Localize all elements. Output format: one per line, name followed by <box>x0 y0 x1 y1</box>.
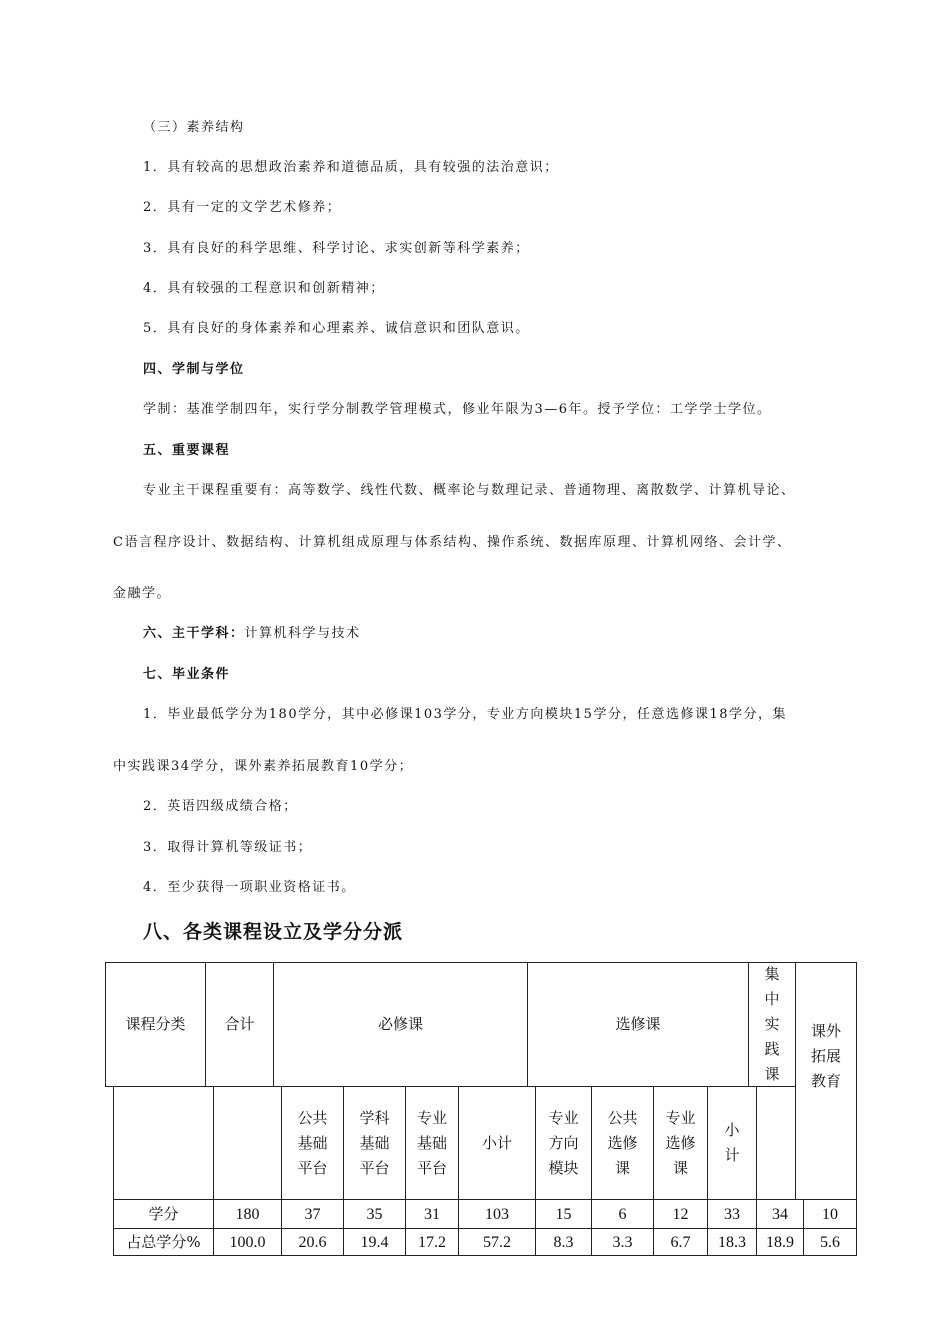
section-6 <box>143 625 361 643</box>
row-label: 学分 <box>113 1199 214 1229</box>
header-practice: 集中实践课 <box>748 962 796 1087</box>
cell-major-elective: 6.7 <box>653 1228 708 1256</box>
cell-total: 180 <box>213 1199 282 1229</box>
cell-elective-subtotal: 18.3 <box>707 1228 757 1256</box>
section-5-line-1: 专业主干课程重要有：高等数学、线性代数、概率论与数理记录、普通物理、离散数学、计算机导论、 <box>143 483 796 498</box>
cell-public-elective: 3.3 <box>591 1228 654 1256</box>
section-7-line-4: 3．取得计算机等级证书； <box>143 840 313 855</box>
cell-elective-subtotal: 33 <box>707 1199 757 1229</box>
sub-discipline-basic: 学科基础平台 <box>343 1086 406 1200</box>
section-7-line-5: 4．至少获得一项职业资格证书。 <box>143 880 356 895</box>
header-extra: 课外拓展教育 <box>795 962 857 1200</box>
cell-extra: 5.6 <box>803 1228 857 1256</box>
quality-item-3: 3．具有良好的科学思维、科学讨论、求实创新等科学素养； <box>143 241 530 256</box>
section-7-title: 七、毕业条件 <box>143 667 231 682</box>
cell-required-subtotal: 103 <box>458 1199 536 1229</box>
sub-major-direction: 专业方向模块 <box>535 1086 592 1200</box>
cell-practice: 18.9 <box>756 1228 804 1256</box>
header-category: 课程分类 <box>105 962 206 1087</box>
quality-item-4: 4．具有较强的工程意识和创新精神； <box>143 281 385 296</box>
section-6-title: 六、主干学科： <box>143 626 245 641</box>
sub-public-elective: 公共选修课 <box>591 1086 654 1200</box>
header-elective: 选修课 <box>527 962 749 1087</box>
header-total: 合计 <box>205 962 274 1087</box>
sub-major-basic: 专业基础平台 <box>405 1086 459 1200</box>
cell-major-direction: 15 <box>535 1199 592 1229</box>
cell-practice: 34 <box>756 1199 804 1229</box>
cell-public-basic: 20.6 <box>281 1228 344 1256</box>
section-7-line-1: 1．毕业最低学分为180学分，其中必修课103学分，专业方向模块15学分，任意选修课18学分，集 <box>143 707 787 722</box>
section-7-line-2: 中实践课34学分，课外素养拓展教育10学分； <box>113 759 414 774</box>
row-label: 占总学分% <box>113 1228 214 1256</box>
cell-major-basic: 17.2 <box>405 1228 459 1256</box>
section-4-title: 四、学制与学位 <box>143 362 245 377</box>
sub-elective-subtotal: 小计 <box>707 1086 757 1200</box>
sub-blank-practice <box>756 1086 796 1200</box>
sub-blank-total <box>213 1086 282 1200</box>
section-5-line-2: C语言程序设计、数据结构、计算机组成原理与体系结构、操作系统、数据库原理、计算机网络、会计学、 <box>113 535 792 550</box>
cell-total: 100.0 <box>213 1228 282 1256</box>
cell-public-basic: 37 <box>281 1199 344 1229</box>
section-5-line-3: 金融学。 <box>113 586 172 601</box>
section-8-title: 八、各类课程设立及学分分派 <box>143 921 404 943</box>
sub-major-elective: 专业选修课 <box>653 1086 708 1200</box>
sub-required-subtotal: 小计 <box>458 1086 536 1200</box>
quality-item-5: 5．具有良好的身体素养和心理素养、诚信意识和团队意识。 <box>143 321 530 336</box>
header-required: 必修课 <box>273 962 528 1087</box>
cell-extra: 10 <box>803 1199 857 1229</box>
cell-major-elective: 12 <box>653 1199 708 1229</box>
cell-required-subtotal: 57.2 <box>458 1228 536 1256</box>
cell-discipline-basic: 19.4 <box>343 1228 406 1256</box>
section-4-text: 学制：基准学制四年，实行学分制教学管理模式，修业年限为3—6年。授予学位：工学学士学位。 <box>143 402 772 417</box>
quality-item-2: 2．具有一定的文学艺术修养； <box>143 200 342 215</box>
sub-blank-category <box>113 1086 214 1200</box>
cell-public-elective: 6 <box>591 1199 654 1229</box>
section-6-text: 计算机科学与技术 <box>244 626 361 641</box>
sub-public-basic: 公共基础平台 <box>281 1086 344 1200</box>
section-7-line-3: 2．英语四级成绩合格； <box>143 799 298 814</box>
cell-discipline-basic: 35 <box>343 1199 406 1229</box>
section-5-title: 五、重要课程 <box>143 443 231 458</box>
quality-item-1: 1．具有较高的思想政治素养和道德品质，具有较强的法治意识； <box>143 160 559 175</box>
quality-heading: （三）素养结构 <box>143 120 245 135</box>
cell-major-direction: 8.3 <box>535 1228 592 1256</box>
cell-major-basic: 31 <box>405 1199 459 1229</box>
